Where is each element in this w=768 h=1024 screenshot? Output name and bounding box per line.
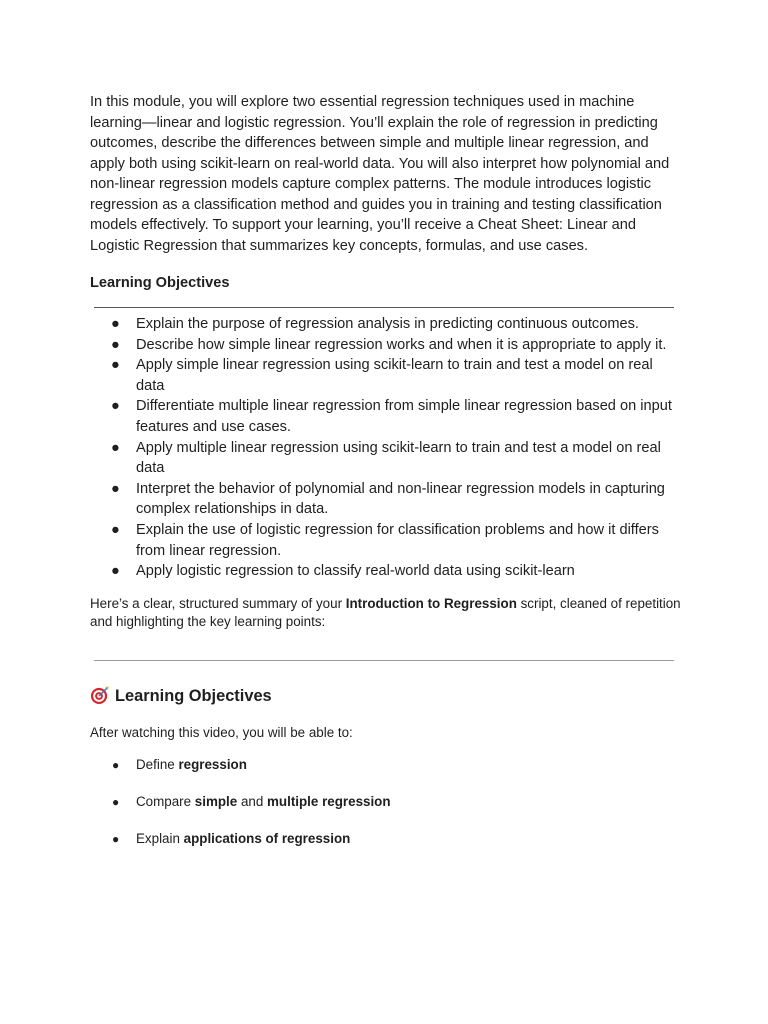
objective-text: Apply multiple linear regression using scikit-learn to train and test a model on real data [136, 439, 661, 477]
item-text: Explain [136, 830, 184, 846]
objective-text: Apply logistic regression to classify real-world data using scikit-learn [136, 563, 575, 580]
bullet-icon: ● [111, 480, 120, 497]
summary-bold-title: Introduction to Regression [345, 595, 517, 611]
list-item [90, 396, 682, 437]
summary-text-end: script, cleaned of repetition and highlighting the key learning points: [90, 595, 681, 630]
list-item [90, 520, 682, 561]
video-objectives-list [90, 756, 682, 848]
intro-paragraph: In this module, you will explore two essential regression techniques used in machine learning—linear and logistic regression. You’ll explain the role of regression in predicting outcomes, describe the differences between simple and multiple linear regression, and apply both using scikit-learn on real-world data. You will also interpret how polynomial and non-linear regression models capture complex patterns. The module introduces logistic regression as a classification method and guides you in training and testing classification models effectively. To support your learning, you’ll receive a Cheat Sheet: Linear and Logistic Regression that summarizes key concepts, formulas, and use cases. [90, 94, 670, 254]
video-intro-text: After watching this video, you will be able to: [90, 724, 353, 740]
summary-paragraph [90, 595, 682, 632]
list-item [90, 756, 682, 774]
objectives-list [90, 314, 682, 582]
bullet-icon: ● [112, 831, 120, 846]
bullet-icon: ● [112, 757, 120, 772]
target-icon [90, 686, 109, 705]
objective-text: Explain the purpose of regression analysis in predicting continuous outcomes. [136, 316, 639, 332]
list-item [90, 355, 682, 396]
objective-text: Differentiate multiple linear regression from simple linear regression based on input features and use cases. [136, 398, 672, 435]
section-heading-text: Learning Objectives [115, 686, 272, 705]
section-heading [90, 685, 682, 707]
item-text: Define [136, 756, 179, 772]
item-bold: applications of regression [183, 830, 351, 846]
bullet-icon: ● [111, 521, 120, 538]
bullet-icon: ● [111, 563, 120, 580]
bullet-icon: ● [111, 398, 120, 415]
summary-text: Here’s a clear, structured summary of your [90, 595, 346, 611]
item-bold: regression [178, 756, 247, 772]
list-item [90, 830, 682, 848]
list-item [90, 479, 682, 520]
item-bold: simple [194, 793, 238, 809]
item-bold-2: multiple regression [267, 793, 391, 809]
divider [94, 307, 674, 308]
objective-text: Apply simple linear regression using scikit-learn to train and test a model on real data [136, 357, 653, 394]
divider [94, 660, 674, 661]
document-page [90, 92, 682, 867]
list-item [90, 561, 682, 582]
bullet-icon: ● [111, 336, 120, 353]
objective-text: Describe how simple linear regression works and when it is appropriate to apply it. [136, 336, 667, 353]
list-item [90, 335, 682, 356]
bullet-icon: ● [111, 316, 120, 332]
bullet-icon: ● [111, 357, 120, 374]
objective-text: Interpret the behavior of polynomial and non-linear regression models in capturing complex relationships in data. [136, 480, 665, 518]
list-item [90, 793, 682, 811]
item-text: Compare [136, 793, 195, 809]
objective-text: Explain the use of logistic regression for classification problems and how it differs from linear regression. [136, 521, 659, 559]
bullet-icon: ● [111, 439, 120, 456]
list-item [90, 314, 682, 335]
item-text-mid: and [237, 793, 268, 809]
bullet-icon: ● [112, 794, 120, 809]
list-item [90, 438, 682, 479]
learning-objectives-heading: Learning Objectives [90, 275, 230, 291]
